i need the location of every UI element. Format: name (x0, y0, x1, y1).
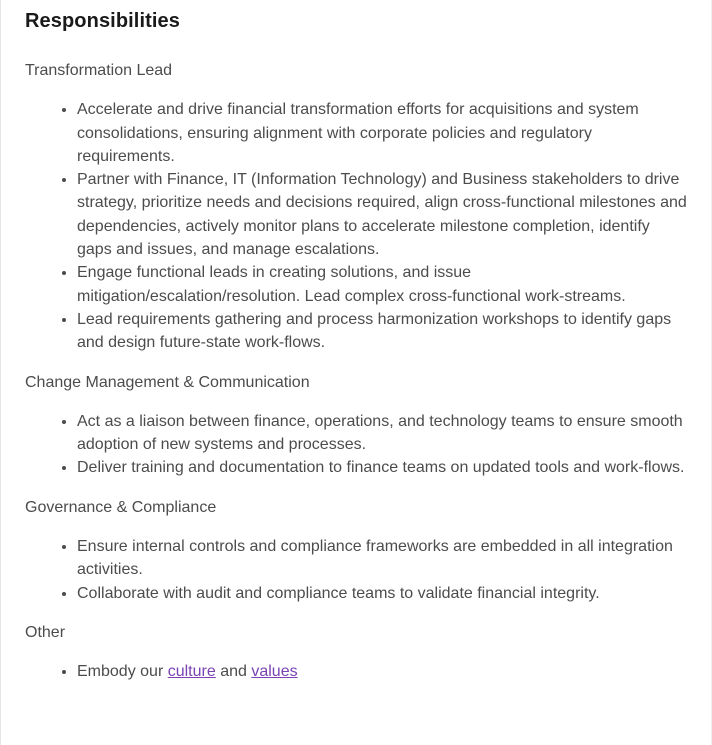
list-item (77, 168, 687, 261)
bullet-text: Partner with Finance, IT (Information Technology) and Business stakeholders to drive strategy, prioritize needs and decisions required, align cross-functional milestones and dependencies, actively monitor plans to accelerate milestone completion, identify gaps and issues, and manage escalations. (77, 171, 687, 259)
list-item (77, 308, 687, 355)
bullet-text: and (215, 663, 252, 681)
bullet-text: Ensure internal controls and compliance frameworks are embedded in all integration activities. (77, 538, 673, 579)
list-item (77, 535, 687, 582)
list-item (77, 98, 687, 168)
values-link[interactable]: values (251, 663, 298, 681)
bullet-text: Deliver training and documentation to finance teams on updated tools and work-flows. (77, 459, 685, 477)
section-label: Change Management & Communication (25, 373, 310, 391)
list-item (77, 456, 687, 479)
bullet-text: Engage functional leads in creating solutions, and issue mitigation/escalation/resolution. Lead complex cross-functional work-streams. (77, 264, 626, 305)
list-item (77, 261, 687, 308)
bullet-text: Lead requirements gathering and process harmonization workshops to identify gaps and design future-state work-flows. (77, 310, 672, 352)
list-item (77, 410, 687, 457)
culture-link[interactable]: culture (167, 663, 216, 681)
bullet-list (25, 410, 687, 480)
bullet-text: Act as a liaison between finance, operations, and technology teams to ensure smooth adoption of new systems and processes. (77, 412, 683, 454)
bullet-text: Embody our (77, 663, 168, 681)
bullet-text: Collaborate with audit and compliance teams to validate financial integrity. (77, 584, 600, 602)
section-label: Transformation Lead (25, 62, 173, 79)
list-item (77, 582, 687, 605)
page-title: Responsibilities (25, 10, 180, 32)
bullet-list (25, 660, 687, 683)
bullet-text: Accelerate and drive financial transformation efforts for acquisitions and system consolidations, ensuring alignment with corporate policies and regulatory requirements. (77, 101, 639, 165)
list-item (77, 660, 687, 683)
section-label: Governance & Compliance (25, 498, 217, 516)
sections-container (25, 59, 687, 684)
section-label: Other (25, 623, 66, 641)
bullet-list (25, 535, 687, 605)
bullet-list (25, 98, 687, 354)
